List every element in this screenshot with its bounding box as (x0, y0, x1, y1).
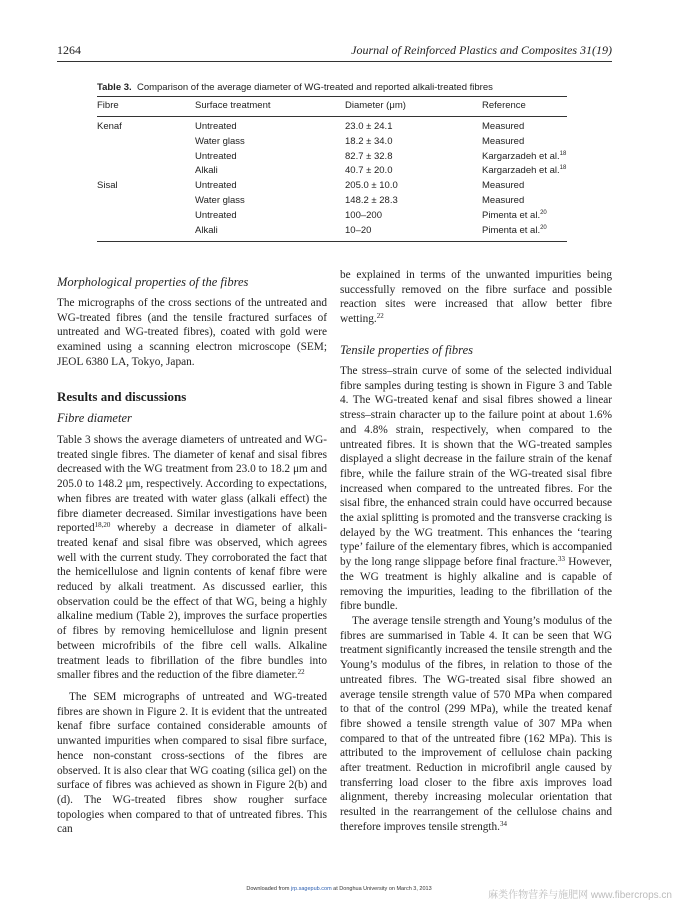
cell-diameter: 205.0 ± 10.0 (345, 180, 398, 192)
cell-treatment: Untreated (195, 150, 237, 162)
cell-diameter: 148.2 ± 28.3 (345, 195, 398, 206)
cell-reference: Measured (482, 121, 525, 132)
cell-diameter: 40.7 ± 20.0 (345, 165, 393, 177)
table-bottom-rule (97, 241, 567, 242)
table-row (97, 194, 567, 208)
journal-title: Journal of Reinforced Plastics and Composites 31(19) (351, 43, 612, 57)
cell-treatment: Water glass (195, 195, 245, 206)
header-rule (57, 61, 612, 62)
paragraph-continued: be explained in terms of the unwanted impurities being successfully removed on the fibre surface and possible reaction sites were increased that allow better fibre wetting.$^{22}$ (340, 269, 612, 326)
cell-fibre: Kenaf (97, 121, 122, 132)
cell-diameter: 100–200 (345, 209, 382, 221)
table-caption-text: Comparison of the average diameter of WG-treated and reported alkali-treated fibres (136, 82, 493, 93)
cell-treatment: Water glass (195, 135, 245, 147)
table-row (97, 150, 567, 164)
cell-fibre: Sisal (97, 180, 118, 192)
cell-reference: Measured (482, 195, 525, 206)
section-heading-results: Results and discussions (57, 389, 187, 404)
paragraph-young-modulus: The average tensile strength and Young’s modulus of the fibres are summarised in Table 4. It can be seen that WG treatment significantly increased the tensile strength and the Young’s modulus of the fibres, in relation to those of the untreated fibres. The WG-treated sisal fibre showed an average tensile strength value of 570 MPa when compared to that of the control (299 MPa), while the treated kenaf fibre showed a tensile strength value of 307 MPa when compared to that of the untreated fibre (162 MPa). This is attributed to the improvement of cellulose chain packing after treatment. Reduction in microfibril angle caused by transferring load closer to the fibre axis improves load alignment, thereby increasing molecular orientation that resulted in the rearrangement of the cellulose chains and therefore improves tensile strength.$^{34}$ (340, 615, 612, 833)
running-header (57, 43, 612, 59)
cell-diameter: 18.2 ± 34.0 (345, 135, 393, 147)
page-number: 1264 (57, 43, 81, 57)
cell-treatment: Alkali (195, 165, 218, 177)
cell-reference: Kargarzadeh et al.$^{18}$ (482, 165, 567, 177)
cell-reference: Pimenta et al.$^{20}$ (482, 209, 547, 221)
cell-reference: Pimenta et al.$^{20}$ (482, 224, 547, 236)
table-header-rule (97, 116, 567, 117)
journal-link[interactable]: jrp.sagepub.com (290, 886, 332, 892)
table-row (97, 164, 567, 178)
col-header-treatment: Surface treatment (195, 100, 271, 111)
col-header-fibre: Fibre (97, 100, 119, 111)
watermark: 麻类作物营养与施肥网 www.fibercrops.cn (488, 890, 672, 901)
cell-treatment: Alkali (195, 224, 218, 236)
cell-diameter: 82.7 ± 32.8 (345, 150, 393, 162)
section-heading-morphology: Morphological properties of the fibres (57, 275, 249, 289)
section-heading-fibre-diameter: Fibre diameter (57, 411, 132, 425)
table-row (97, 135, 567, 149)
table-row (97, 224, 567, 238)
table-label: Table 3. (97, 82, 132, 93)
download-footer: Downloaded from jrp.sagepub.com at Donghua University on March 3, 2013 (246, 886, 432, 892)
table-row (97, 120, 567, 134)
col-header-reference: Reference (482, 100, 526, 111)
table-caption (97, 82, 493, 93)
cell-treatment: Untreated (195, 180, 237, 192)
cell-reference: Measured (482, 180, 525, 192)
section-heading-tensile: Tensile properties of fibres (340, 343, 473, 357)
paragraph-fibre-diameter: Table 3 shows the average diameters of untreated and WG-treated single fibres. The diameter of kenaf and sisal fibres decreased with the WG treatment from 23.0 to 18.2 μm and 205.0 to 148.2 μm, respectively. According to expectations, when fibres are treated with water glass (alkali effect) the fibre diameter decreased. Similar investigations have been reported$^{18,20}$ whereby a decrease in diameter of alkali-treated kenaf and sisal fibre was observed, which agrees well with the current study. They corroborated the fact that the hemicellulose and lignin contents of kenaf fibre were reduced by alkali treatment. As discussed earlier, this observation could be the effect of that WG, being a highly alkaline medium (Table 2), improves the surface properties of fibres by removing hemicellulose and lignin present between microfribils of the fibre cell walls. Alkaline treatment leads to fibrillation of the fibre bundles into smaller fibres and the reduction of the fibre diameter.$^{22}$ (57, 434, 327, 682)
cell-treatment: Untreated (195, 209, 237, 221)
paragraph-tensile: The stress–strain curve of some of the selected individual fibre samples during testing is shown in Figure 3 and Table 4. The WG-treated kenaf and sisal fibres showed a linear stress–strain character up to the failure point at about 1.6% and 4.8% strain, respectively, when compared to the untreated fibres. It is shown that the WG-treated samples displayed a slight decrease in the failure strain of the kenaf fibre, while the failure strain of the WG-treated sisal fibre increased when compared to the untreated fibres. For the sisal fibre, the enhanced strain could have occurred because the axial splitting is promoted and the transverse cracking is delayed by the WG treatment. This enhances the ‘tearing type’ failure of the elementary fibres, which is accompanied by the long range slippage before final fracture.$^{33}$ However, the WG treatment is highly alkaline and is capable of removing the impurities, leading to the fibrillation of the fibre bundle. (340, 365, 612, 613)
table-top-rule (97, 96, 567, 97)
cell-reference: Measured (482, 135, 525, 147)
paragraph-morphology: The micrographs of the cross sections of the untreated and WG-treated fibres (and the tensile fractured surfaces of untreated and WG-treated fibres), coated with gold were examined using a scanning electron microscope (SEM; JEOL 6380 LA, Tokyo, Japan. (57, 297, 327, 368)
col-header-diameter: Diameter (μm) (345, 100, 406, 111)
table-row (97, 209, 567, 223)
table-row (97, 179, 567, 193)
cell-diameter: 10–20 (345, 224, 372, 236)
cell-treatment: Untreated (195, 121, 237, 132)
cell-reference: Kargarzadeh et al.$^{18}$ (482, 150, 567, 162)
cell-diameter: 23.0 ± 24.1 (345, 121, 393, 132)
paragraph-sem: The SEM micrographs of untreated and WG-treated fibres are shown in Figure 2. It is evident that the untreated kenaf fibre surface contained considerable amounts of unwanted impurities when compared to sisal fibre surface, hence non-constant cross-sections of the fibres are observed. It is also clear that WG coating (silica gel) on the surface of fibres was achieved as shown in Figure 2(b) and (d). The WG-treated fibres show rougher surface topologies when compared to that of untreated fibres. This can (57, 691, 327, 836)
